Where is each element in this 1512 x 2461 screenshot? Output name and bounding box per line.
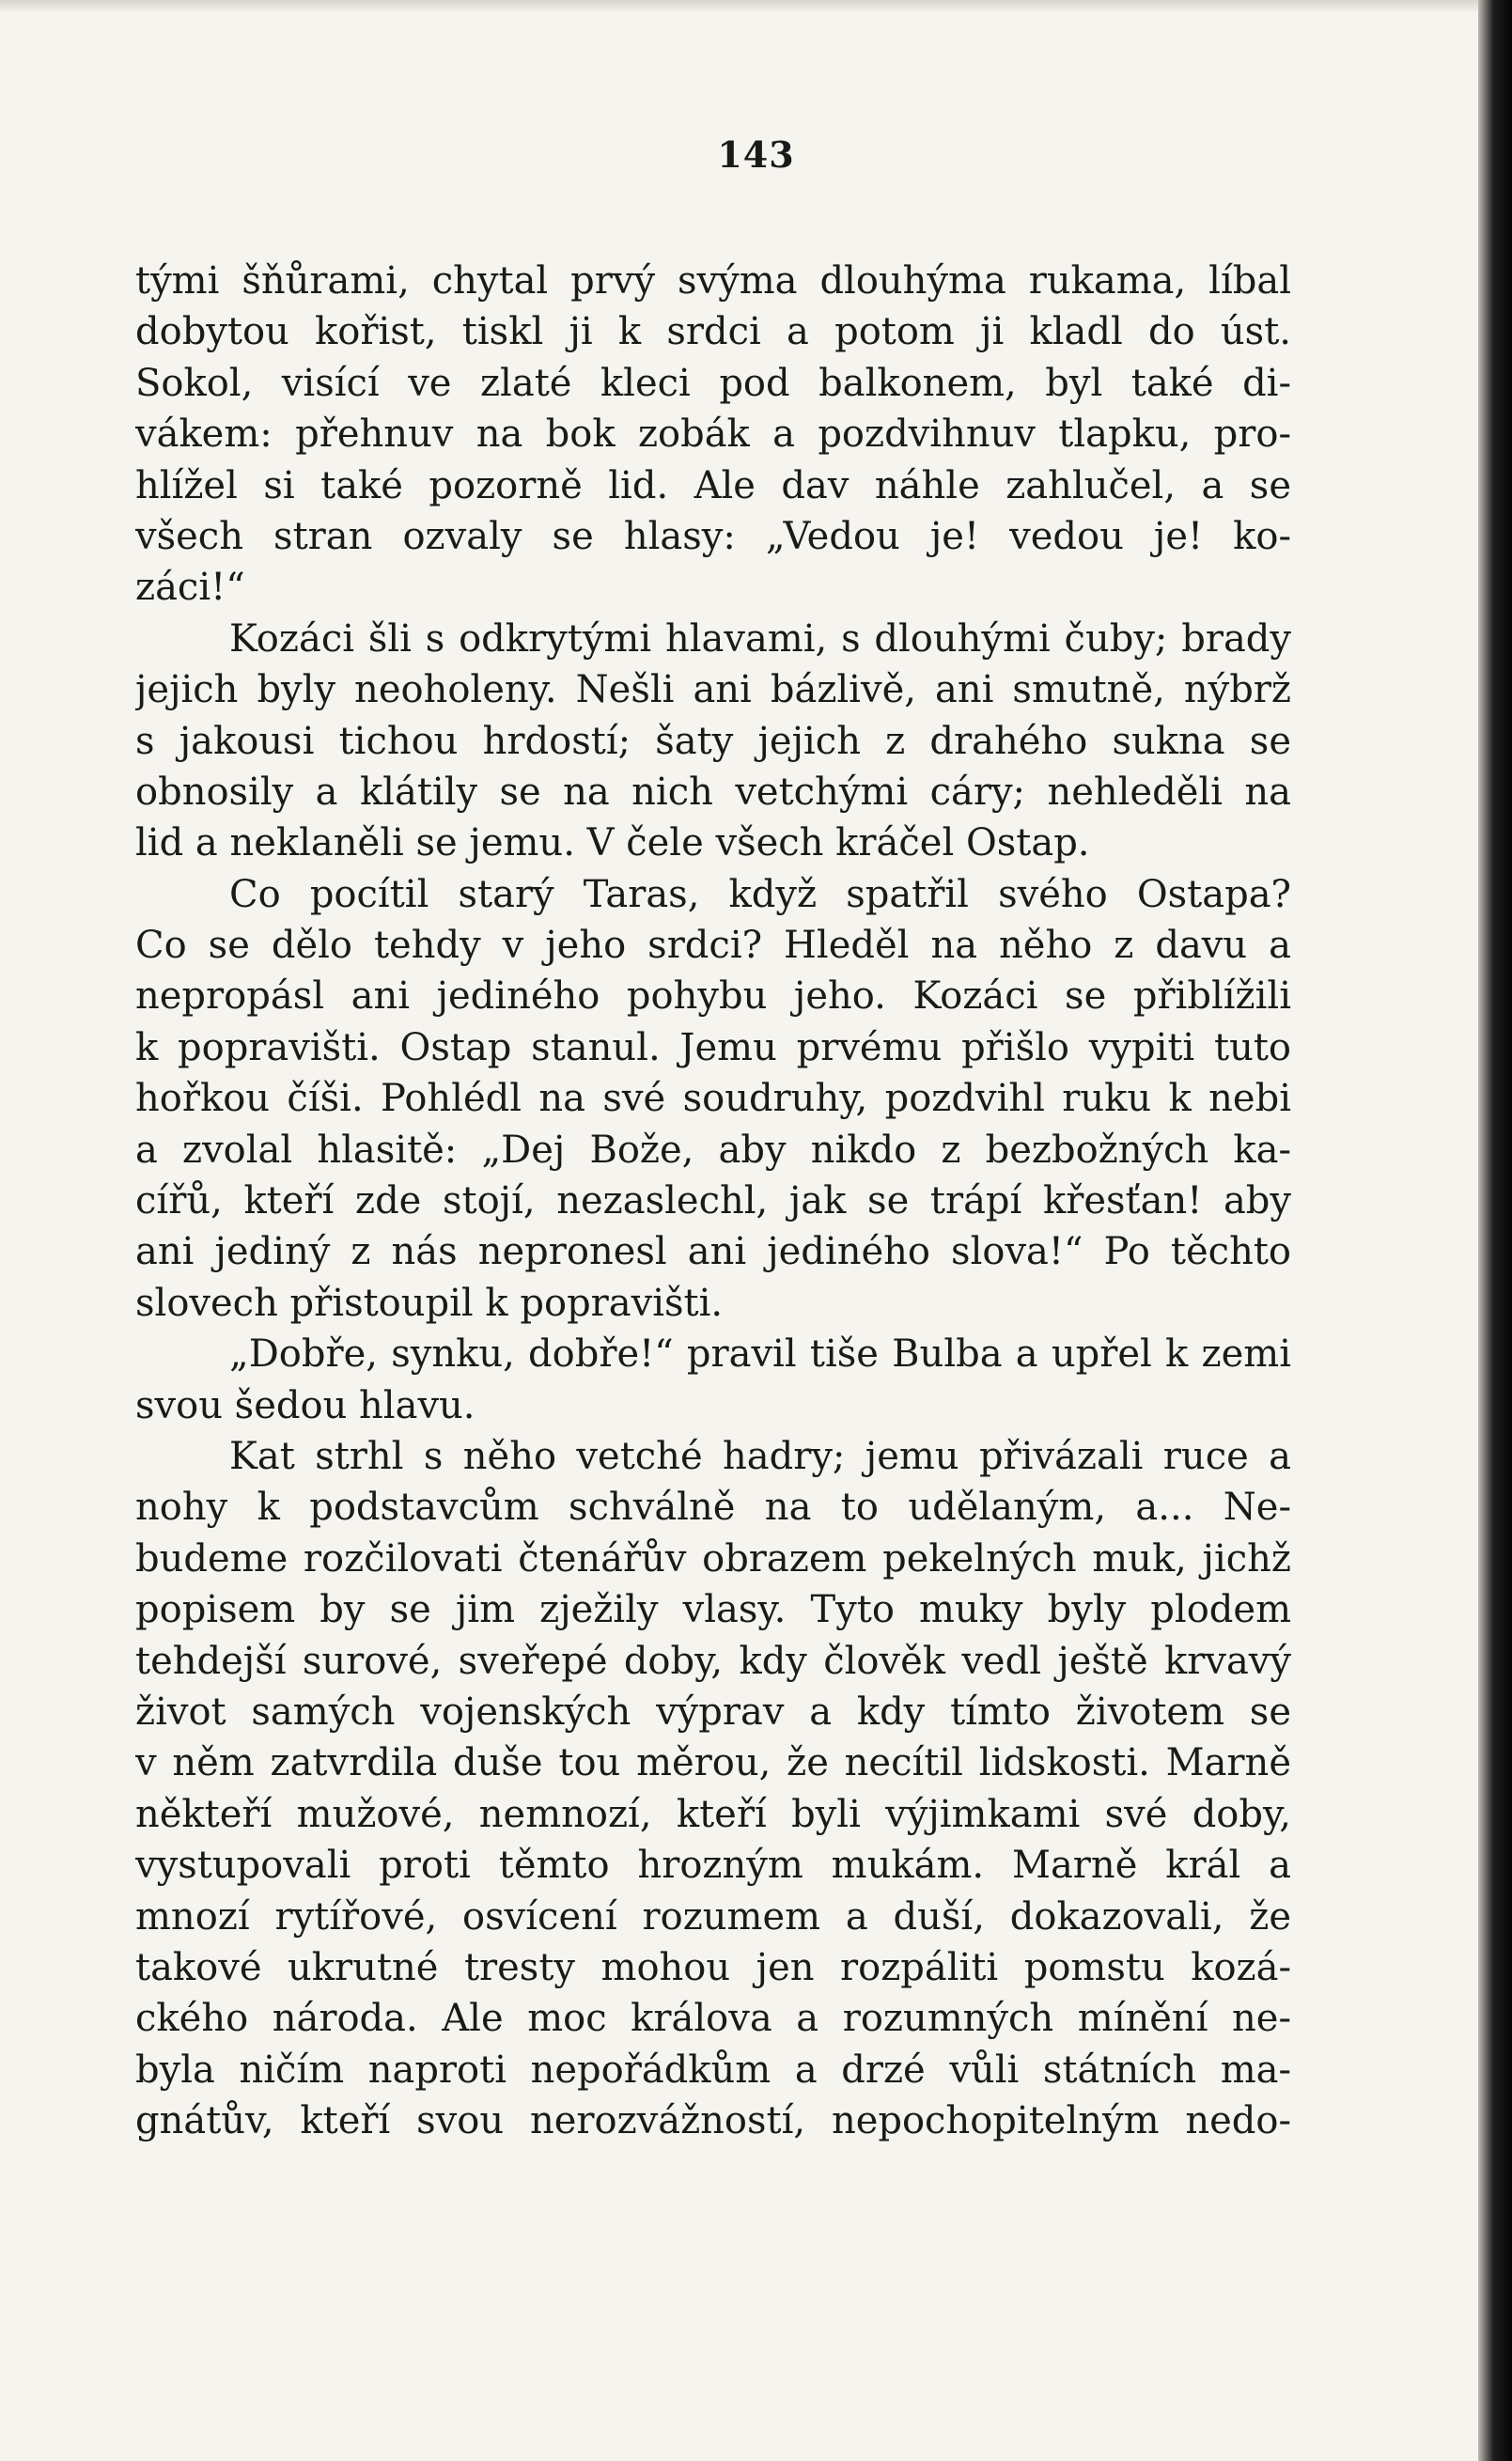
text-line: cířů, kteří zde stojí, nezaslechl, jak se trápí křesťan! aby xyxy=(135,1179,1291,1223)
text-line: ani jediný z nás nepronesl ani jediného slova!“ Po těchto xyxy=(135,1230,1291,1274)
text-line: mnozí rytířové, osvícení rozumem a duší, dokazovali, že xyxy=(135,1894,1291,1939)
text-line: jejich byly neoholeny. Nešli ani bázlivě, ani smutně, nýbrž xyxy=(135,668,1291,712)
text-line: Co pocítil starý Taras, když spatřil svého Ostapa? xyxy=(229,872,1291,916)
text-line: všech stran ozvaly se hlasy: „Vedou je! vedou je! ko- xyxy=(135,514,1291,558)
text-line: budeme rozčilovati čtenářův obrazem pekelných muk, jichž xyxy=(135,1536,1291,1581)
text-line: tehdejší surové, sveřepé doby, kdy člověk vedl ještě krvavý xyxy=(135,1639,1291,1683)
text-line: k popravišti. Ostap stanul. Jemu prvému přišlo vypiti tuto xyxy=(135,1025,1291,1069)
page-number: 143 xyxy=(717,133,795,176)
text-line: Kat strhl s něho vetché hadry; jemu přivázali ruce a xyxy=(229,1434,1291,1478)
text-line: a zvolal hlasitě: „Dej Bože, aby nikdo z bezbožných ka- xyxy=(135,1128,1291,1172)
body-text xyxy=(135,256,1291,2146)
text-line: hořkou číši. Pohlédl na své soudruhy, pozdvihl ruku k nebi xyxy=(135,1077,1291,1121)
text-line: „Dobře, synku, dobře!“ pravil tiše Bulba a upřel k zemi xyxy=(229,1332,1291,1377)
text-line: dobytou kořist, tiskl ji k srdci a potom ji kladl do úst. xyxy=(135,310,1291,354)
text-line: svou šedou hlavu. xyxy=(135,1383,475,1427)
text-line: slovech přistoupil k popravišti. xyxy=(135,1281,724,1325)
text-line: Kozáci šli s odkrytými hlavami, s dlouhými čuby; brady xyxy=(229,616,1291,661)
text-line: nepropásl ani jediného pohybu jeho. Kozáci se přiblížili xyxy=(135,974,1291,1019)
text-line: lid a neklaněli se jemu. V čele všech kráčel Ostap. xyxy=(135,821,1090,865)
text-line: obnosily a klátily se na nich vetchými cáry; nehleděli na xyxy=(135,770,1291,814)
text-line: záci!“ xyxy=(135,566,245,610)
scan-binding-edge xyxy=(1478,0,1512,2461)
text-line: někteří mužové, nemnozí, kteří byli výjimkami své doby, xyxy=(135,1792,1291,1836)
text-line: vystupovali proti těmto hrozným mukám. Marně král a xyxy=(135,1844,1291,1888)
text-line: tými šňůrami, chytal prvý svýma dlouhýma rukama, líbal xyxy=(135,259,1291,303)
text-line: v něm zatvrdila duše tou měrou, že necítil lidskosti. Marně xyxy=(135,1741,1291,1785)
text-line: Sokol, visící ve zlaté kleci pod balkonem, byl také di- xyxy=(135,361,1291,405)
text-line: život samých vojenských výprav a kdy tímto životem se xyxy=(135,1690,1291,1734)
text-line: vákem: přehnuv na bok zobák a pozdvihnuv tlapku, pro- xyxy=(135,413,1291,457)
text-line: byla ničím naproti nepořádkům a drzé vůli státních ma- xyxy=(135,2048,1291,2092)
page-top-edge xyxy=(0,0,1478,13)
text-line: hlížel si také pozorně lid. Ale dav náhle zahlučel, a se xyxy=(135,463,1291,507)
text-line: Co se dělo tehdy v jeho srdci? Hleděl na něho z davu a xyxy=(135,924,1291,968)
text-line: popisem by se jim zježily vlasy. Tyto muky byly plodem xyxy=(135,1588,1291,1632)
text-line: takové ukrutné tresty mohou jen rozpáliti pomstu kozá- xyxy=(135,1945,1291,1989)
text-line: nohy k podstavcům schválně na to udělaným, a... Ne- xyxy=(135,1486,1291,1530)
text-line: s jakousi tichou hrdostí; šaty jejich z drahého sukna se xyxy=(135,719,1291,763)
text-line: gnátův, kteří svou nerozvážností, nepochopitelným nedo- xyxy=(135,2099,1291,2143)
text-line: ckého národa. Ale moc králova a rozumných mínění ne- xyxy=(135,1997,1291,2041)
